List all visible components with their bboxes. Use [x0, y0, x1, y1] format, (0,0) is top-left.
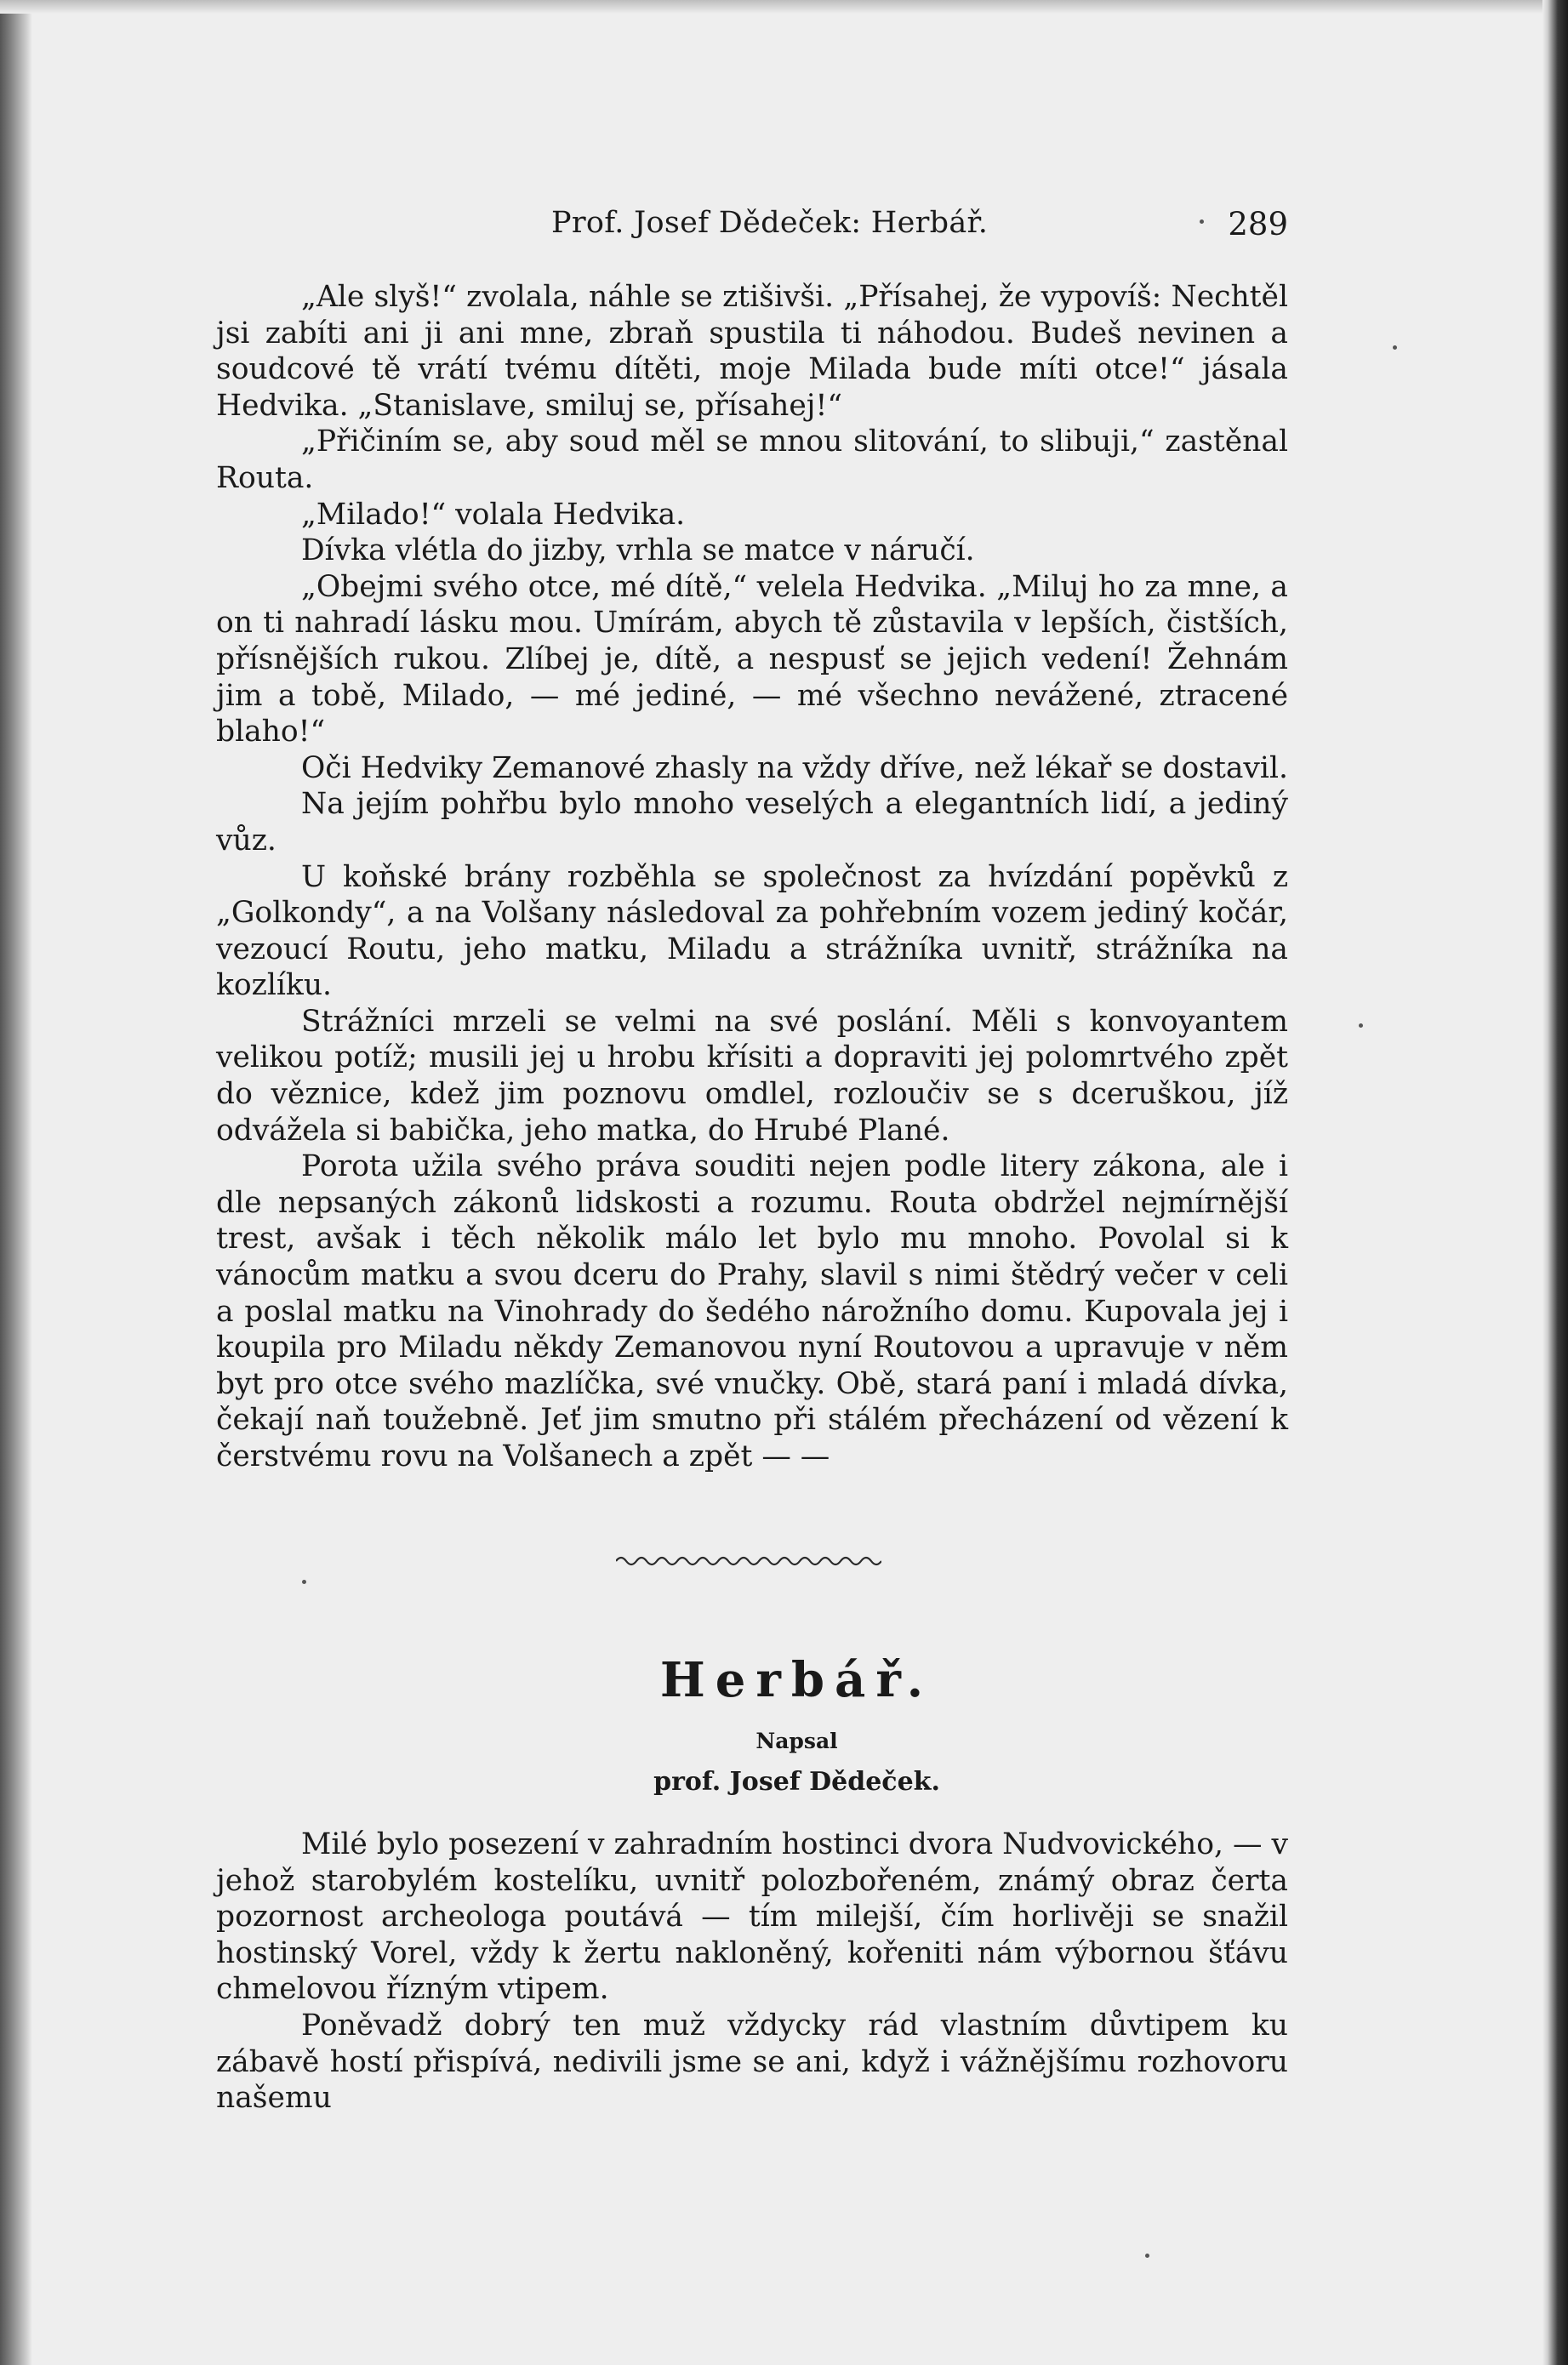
paragraph: „Milado!“ volala Hedvika. [301, 497, 686, 532]
paragraph: U koňské brány rozběhla se společnost za hvízdání popěvků z „Golkondy“, a na Volšany následoval za pohřebním vozem jediný kočár, vezoucí Routu, jeho matku, Miladu a strážníka uvnitř, strážníka na kozlíku. [216, 859, 1288, 1003]
byline-label: Napsal [755, 1729, 838, 1753]
story-title: Herbář. [659, 1652, 934, 1708]
paragraph: „Obejmi svého otce, mé dítě,“ velela Hedvika. „Miluj ho za mne, a on ti nahradí lásku mou. Umírám, abych tě zůstavila v lepších, čistších, přísnějších rukou. Zlíbej je, dítě, a nespusť se jejich vedení! Žehnám jim a tobě, Milado, — mé jediné, — mé všechno nevážené, ztracené blaho!“ [216, 569, 1288, 749]
author-name: prof. Josef Dědeček. [653, 1767, 940, 1797]
running-title: Prof. Josef Dědeček: Herbář. [551, 206, 989, 240]
paragraph: Porota užila svého práva souditi nejen podle litery zákona, ale i dle nepsaných zákonů lidskosti a rozumu. Routa obdržel nejmírnější trest, avšak i těch několik málo let bylo mu mnoho. Povolal si k vánocům matku a svou dceru do Prahy, slavil s nimi štědrý večer v celi a poslal matku na Vinohrady do šedého nárožního domu. Kupovala jej i koupila pro Miladu někdy Zemanovou nyní Routovou a upravuje v něm byt pro otce svého mazlíčka, své vnučky. Obě, stará paní i mladá dívka, čekají naň toužebně. Jeť jim smutno při stálém přecházení od vězení k čerstvému rovu na Volšanech a zpět — — [216, 1149, 1288, 1473]
page-top-edge [0, 0, 1568, 14]
scan-speck [302, 1580, 306, 1584]
paragraph: Milé bylo posezení v zahradním hostinci dvora Nudvovického, — v jehož starobylém kostelíku, uvnitř polozbořeném, známý obraz čerta pozornost archeologa poutává — tím milejší, čím horlivěji se snažil hostinský Vorel, vždy k žertu nakloněný, kořeniti nám výbornou šťávu chmelovou řízným vtipem. [216, 1827, 1288, 2007]
paragraph: Dívka vlétla do jizby, vrhla se matce v náručí. [301, 533, 975, 568]
scan-speck [1393, 345, 1397, 350]
scan-speck [1200, 219, 1204, 224]
paragraph: Oči Hedviky Zemanové zhasly na vždy dříve, než lékař se dostavil. [301, 750, 1288, 785]
paragraph: Strážníci mrzeli se velmi na své poslání. Měli s konvoyantem velikou potíž; musili jej u hrobu křísiti a dopraviti jej polomrtvého zpět do věznice, kdež jim poznovu omdlel, rozloučiv se s dceruškou, jíž odvážela si babička, jeho matka, do Hrubé Plané. [216, 1004, 1288, 1148]
scan-speck [1145, 2254, 1149, 2258]
scan-speck [1359, 1023, 1363, 1028]
story-ending-text [216, 279, 1288, 1475]
paragraph: Na jejím pohřbu bylo mnoho veselých a elegantních lidí, a jediný vůz. [216, 787, 1288, 858]
paragraph: Poněvadž dobrý ten muž vždycky rád vlastním důvtipem ku zábavě hostí přispívá, nedivili jsme se ani, když i vážnějšímu rozhovoru našemu [216, 2008, 1288, 2116]
paragraph: „Ale slyš!“ zvolala, náhle se ztišivši. „Přísahej, že vypovíš: Nechtěl jsi zabíti ani ji ani mne, zbraň spustila ti náhodou. Budeš nevinen a soudcové tě vrátí tvému dítěti, moje Milada bude míti otce!“ jásala Hedvika. „Stanislave, smiluj se, přísahej!“ [216, 280, 1288, 423]
paragraph: „Přičiním se, aby soud měl se mnou slitování, to slibuji,“ zastěnal Routa. [216, 425, 1288, 495]
page-number: 289 [1228, 206, 1288, 242]
running-header [216, 201, 1288, 248]
story-opening-text [216, 1826, 1288, 2117]
section-divider-ornament [616, 1552, 881, 1570]
